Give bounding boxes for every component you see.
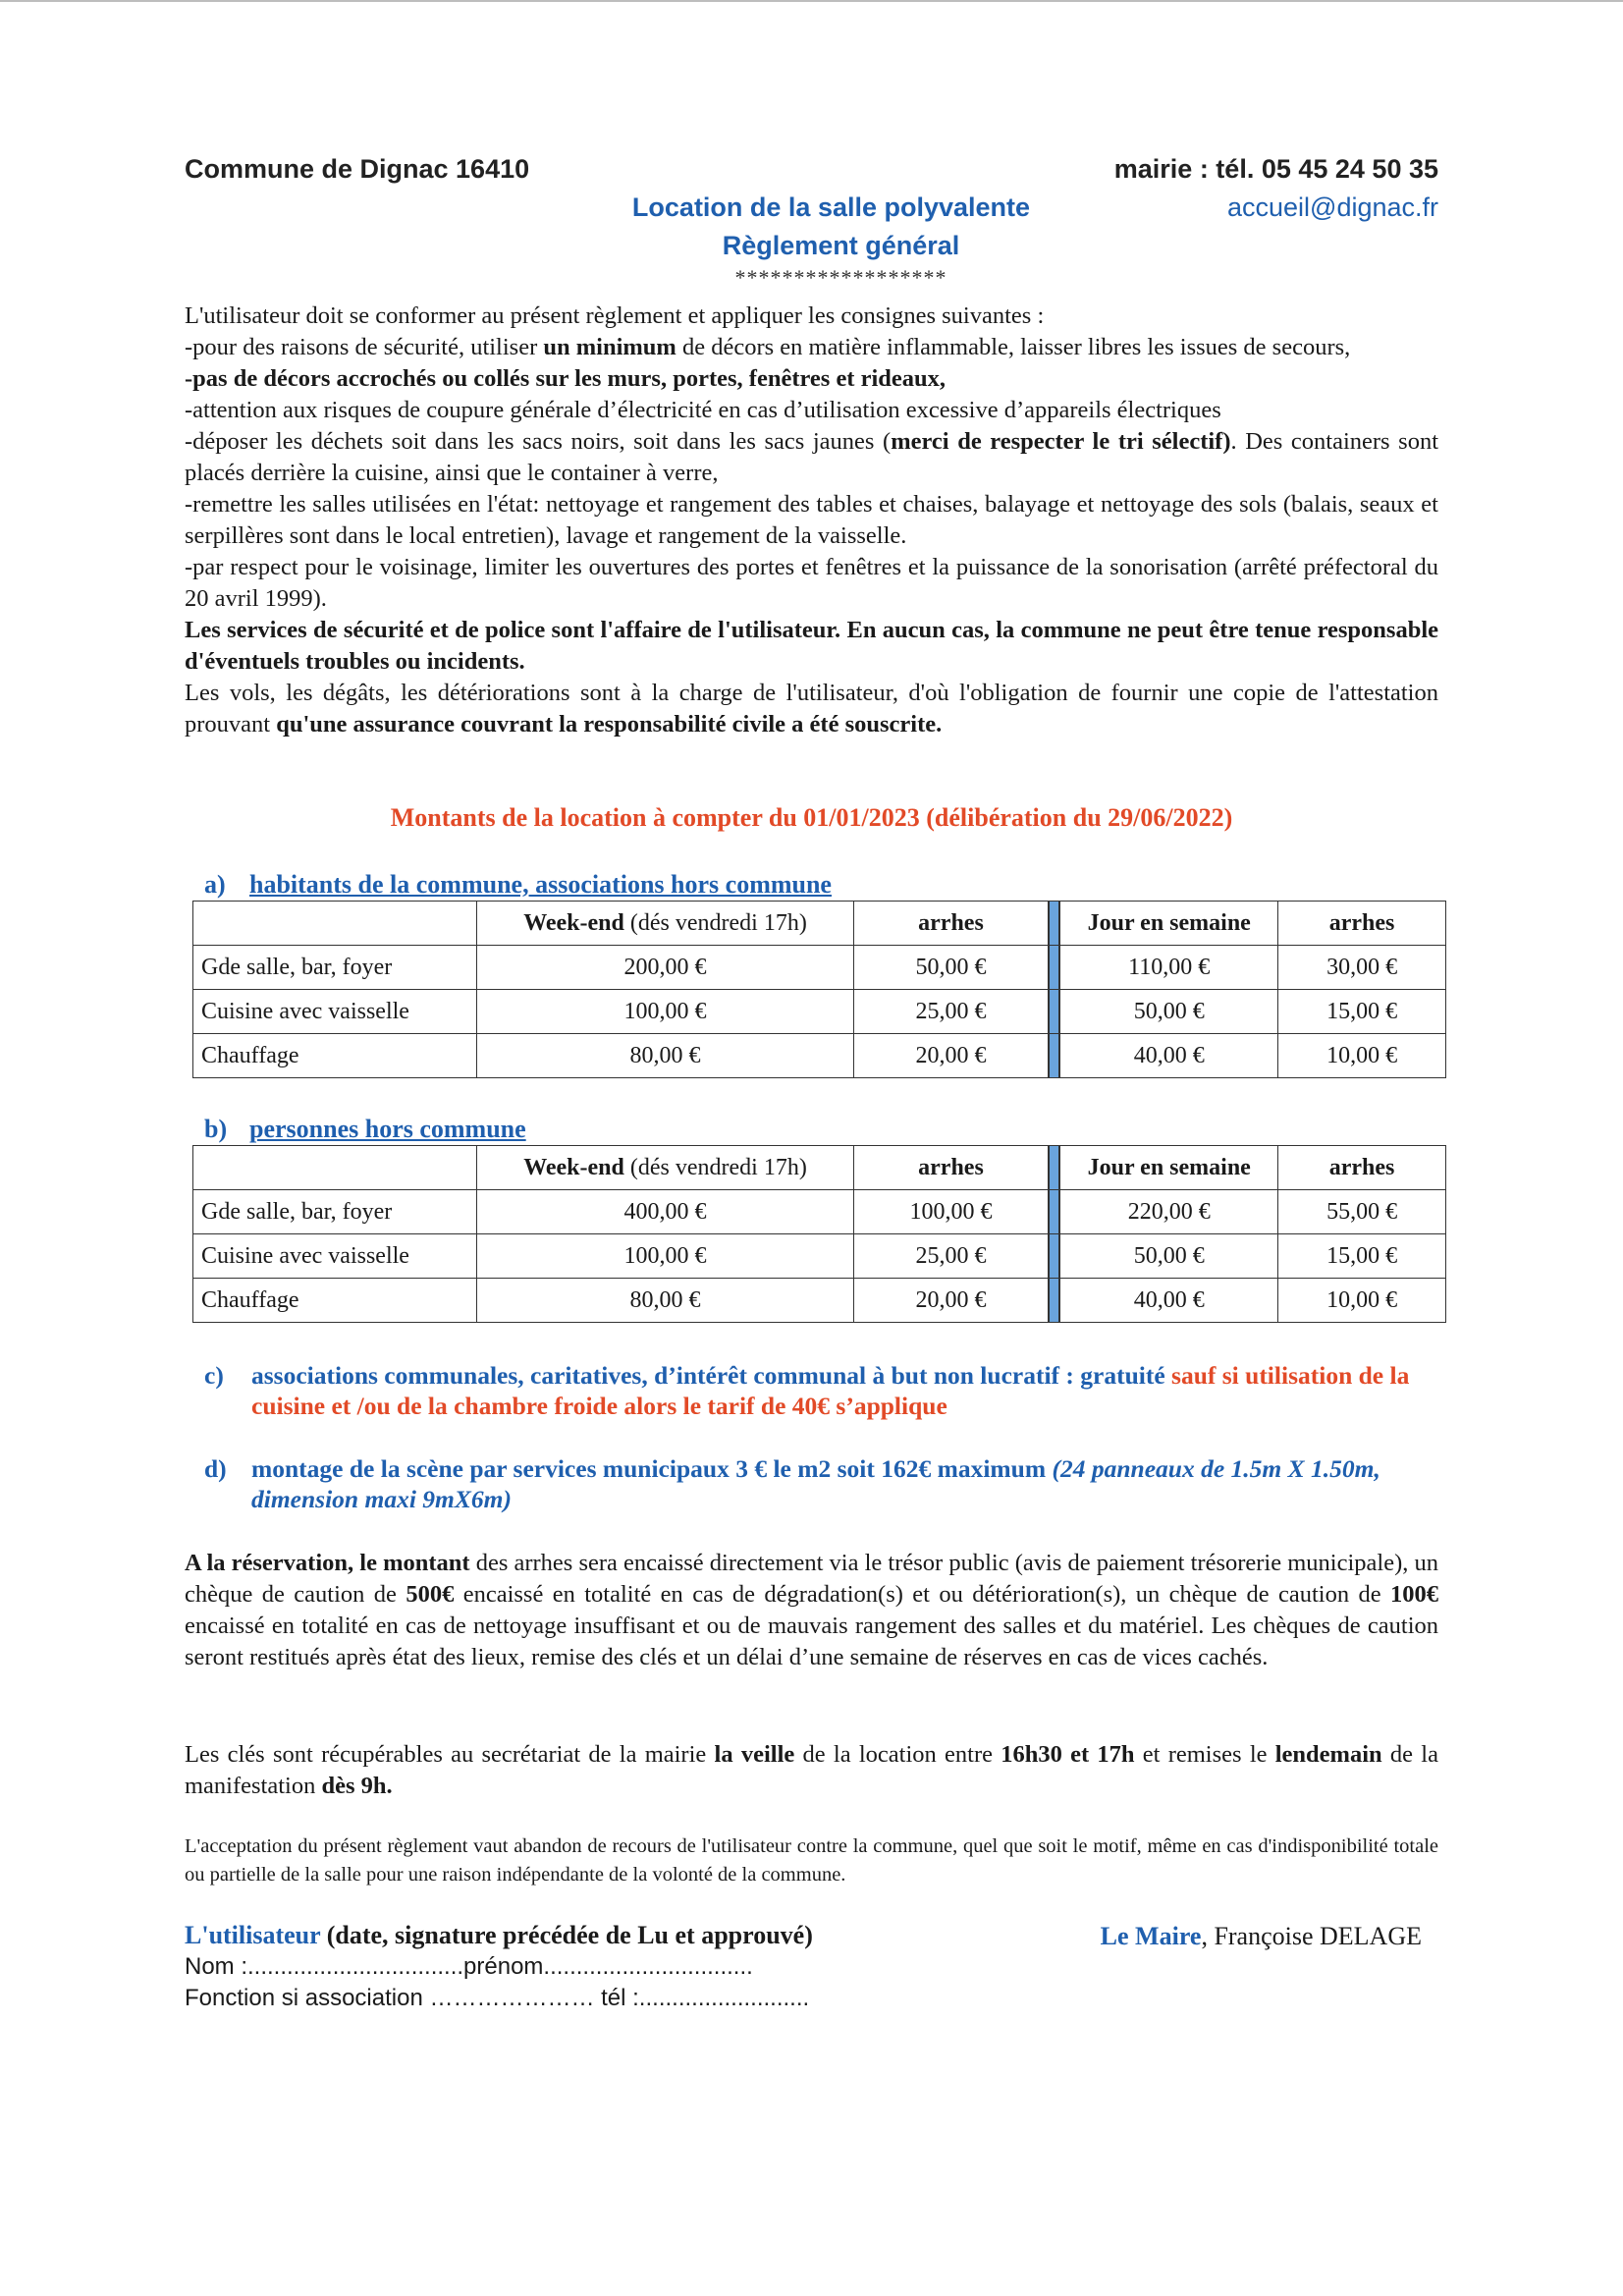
row-label: Gde salle, bar, foyer <box>193 946 477 990</box>
table-row <box>193 1234 1446 1279</box>
section-d-dimensions: (24 panneaux de 1.5m X 1.50m, dimension maxi 9mX6m) <box>251 1454 1380 1513</box>
user-signature-instructions: (date, signature précédée de Lu et approuvé) <box>320 1921 813 1949</box>
section-c-condition: sauf si utilisation de la cuisine et /ou de la chambre froide alors le tarif de 40€ s’applique <box>251 1361 1410 1420</box>
weekday-price: 110,00 € <box>1059 946 1277 990</box>
section-c-text: associations communales, caritatives, d’intérêt communal à but non lucratif : gratuité <box>251 1361 1165 1390</box>
section-c <box>204 1360 1432 1421</box>
mayor-signature-block <box>1101 1922 1422 1951</box>
rules-block <box>185 301 1438 740</box>
rule-decor-minimum: -pour des raisons de sécurité, utiliser un minimum de décors en matière inflammable, laisser libres les issues de secours, <box>185 334 1351 360</box>
weekend-arrhes: 25,00 € <box>854 990 1049 1034</box>
row-label: Cuisine avec vaisselle <box>193 990 477 1034</box>
weekday-price: 220,00 € <box>1059 1190 1277 1234</box>
header-arrhes: arrhes <box>854 902 1049 946</box>
rule-neighbours: -par respect pour le voisinage, limiter les ouvertures des portes et fenêtres et la puissance de la sonorisation (arrêté préfectoral du 20 avril 1999). <box>185 554 1438 612</box>
title-separator-stars: ****************** <box>734 265 947 290</box>
table-row <box>193 990 1446 1034</box>
weekend-arrhes: 100,00 € <box>854 1190 1049 1234</box>
rates-title: Montants de la location à compter du 01/01/2023 (délibération du 29/06/2022) <box>390 803 1233 832</box>
mayor-label: Le Maire <box>1100 1922 1202 1950</box>
table-header-row <box>193 902 1446 946</box>
weekend-price: 200,00 € <box>476 946 854 990</box>
row-label: Cuisine avec vaisselle <box>193 1234 477 1279</box>
table-row <box>193 946 1446 990</box>
keys-paragraph: Les clés sont récupérables au secrétariat de la mairie la veille de la location entre 16h30 et 17h et remises le lendemain de la manifestation dès 9h. <box>185 1741 1438 1799</box>
column-separator <box>1049 902 1060 946</box>
acceptance-notice: L'acceptation du présent règlement vaut abandon de recours de l'utilisateur contre la commune, quel que soit le motif, même en cas d'indisponibilité totale ou partielle de la salle pour une raison indépendante de la volonté de la commune. <box>185 1835 1438 1886</box>
column-separator <box>1049 1146 1060 1190</box>
table-header-row <box>193 1146 1446 1190</box>
weekday-arrhes: 10,00 € <box>1278 1034 1446 1078</box>
column-separator <box>1049 1234 1060 1279</box>
header-weekend: Week-end (dés vendredi 17h) <box>476 1146 854 1190</box>
section-b-letter: b) <box>204 1115 228 1143</box>
weekday-arrhes: 15,00 € <box>1278 1234 1446 1279</box>
weekend-price: 400,00 € <box>476 1190 854 1234</box>
user-signature-block <box>185 1920 813 2014</box>
weekend-price: 100,00 € <box>476 990 854 1034</box>
user-label: L'utilisateur <box>185 1921 321 1949</box>
column-separator <box>1049 946 1060 990</box>
weekend-arrhes: 25,00 € <box>854 1234 1049 1279</box>
weekday-arrhes: 55,00 € <box>1278 1190 1446 1234</box>
document-subtitle: Règlement général <box>722 231 960 260</box>
rule-no-decor-walls: -pas de décors accrochés ou collés sur les murs, portes, fenêtres et rideaux, <box>185 365 947 392</box>
section-d-letter: d) <box>204 1454 227 1483</box>
document-title: Location de la salle polyvalente <box>631 192 1031 222</box>
rule-electricity: -attention aux risques de coupure générale d’électricité en cas d’utilisation excessive d’appareils électriques <box>185 397 1221 423</box>
column-separator <box>1049 1279 1060 1323</box>
row-label: Gde salle, bar, foyer <box>193 1190 477 1234</box>
rule-cleaning: -remettre les salles utilisées en l'état: nettoyage et rangement des tables et chaises, balayage et nettoyage des sols (balais, seaux et serpillères sont dans le local entretien), lavage et rangement de la vaisselle. <box>185 491 1438 549</box>
section-b-heading <box>204 1115 526 1144</box>
table-row <box>193 1279 1446 1323</box>
header-arrhes: arrhes <box>854 1146 1049 1190</box>
name-field-line[interactable]: Nom :.................................prénom................................ <box>185 1953 753 1980</box>
column-separator <box>1049 990 1060 1034</box>
weekend-arrhes: 20,00 € <box>854 1034 1049 1078</box>
weekday-price: 40,00 € <box>1059 1034 1277 1078</box>
weekend-price: 80,00 € <box>476 1034 854 1078</box>
section-a-letter: a) <box>204 870 226 899</box>
weekend-price: 80,00 € <box>476 1279 854 1323</box>
header-arrhes: arrhes <box>1278 902 1446 946</box>
header-weekday: Jour en semaine <box>1059 1146 1277 1190</box>
section-b-title: personnes hors commune <box>249 1115 526 1143</box>
mairie-email[interactable]: accueil@dignac.fr <box>1226 192 1438 222</box>
weekend-price: 100,00 € <box>476 1234 854 1279</box>
section-c-letter: c) <box>204 1361 224 1390</box>
mairie-phone: mairie : tél. 05 45 24 50 35 <box>1113 154 1438 184</box>
weekday-price: 50,00 € <box>1059 990 1277 1034</box>
section-a-heading <box>204 870 832 900</box>
commune-name: Commune de Dignac 16410 <box>185 154 530 184</box>
weekend-arrhes: 20,00 € <box>854 1279 1049 1323</box>
weekday-arrhes: 30,00 € <box>1278 946 1446 990</box>
rates-table-b <box>192 1145 1446 1323</box>
row-label: Chauffage <box>193 1279 477 1323</box>
header-weekday: Jour en semaine <box>1059 902 1277 946</box>
rule-insurance: Les vols, les dégâts, les détériorations sont à la charge de l'utilisateur, d'où l'obligation de fournir une copie de l'attestation prouvant qu'une assurance couvrant la responsabilité civile a été souscrite. <box>185 680 1438 738</box>
top-border-line <box>0 0 1623 2</box>
section-d-text: montage de la scène par services municipaux 3 € le m2 soit 162€ maximum <box>251 1454 1053 1483</box>
rule-security: Les services de sécurité et de police sont l'affaire de l'utilisateur. En aucun cas, la commune ne peut être tenue responsable d'éventuels troubles ou incidents. <box>185 617 1438 675</box>
section-d <box>204 1453 1432 1514</box>
function-field-line[interactable]: Fonction si association ………………… tél :.......................... <box>185 1985 810 2011</box>
rules-intro: L'utilisateur doit se conformer au présent règlement et appliquer les consignes suivantes : <box>185 302 1045 329</box>
mayor-name: , Françoise DELAGE <box>1201 1922 1422 1950</box>
weekday-price: 50,00 € <box>1059 1234 1277 1279</box>
table-row <box>193 1034 1446 1078</box>
reservation-paragraph: A la réservation, le montant des arrhes sera encaissé directement via le trésor public (avis de paiement trésorerie municipale), un chèque de caution de 500€ encaissé en totalité en cas de dégradation(s) et ou détérioration(s), un chèque de caution de 100€ encaissé en totalité en cas de nettoyage insuffisant et ou de mauvais rangement des salles et du matériel. Les chèques de caution seront restitués après état des lieux, remise des clés et un délai d’une semaine de réserves en cas de vices cachés. <box>185 1550 1439 1670</box>
column-separator <box>1049 1190 1060 1234</box>
weekday-arrhes: 15,00 € <box>1278 990 1446 1034</box>
header-weekend: Week-end (dés vendredi 17h) <box>476 902 854 946</box>
section-a-title: habitants de la commune, associations hors commune <box>249 870 832 899</box>
row-label: Chauffage <box>193 1034 477 1078</box>
header-arrhes: arrhes <box>1278 1146 1446 1190</box>
rates-table-a <box>192 901 1446 1078</box>
weekend-arrhes: 50,00 € <box>854 946 1049 990</box>
rule-waste: -déposer les déchets soit dans les sacs noirs, soit dans les sacs jaunes (merci de respecter le tri sélectif). Des containers sont placés derrière la cuisine, ainsi que le container à verre, <box>185 428 1439 486</box>
weekday-price: 40,00 € <box>1059 1279 1277 1323</box>
table-row <box>193 1190 1446 1234</box>
weekday-arrhes: 10,00 € <box>1278 1279 1446 1323</box>
column-separator <box>1049 1034 1060 1078</box>
